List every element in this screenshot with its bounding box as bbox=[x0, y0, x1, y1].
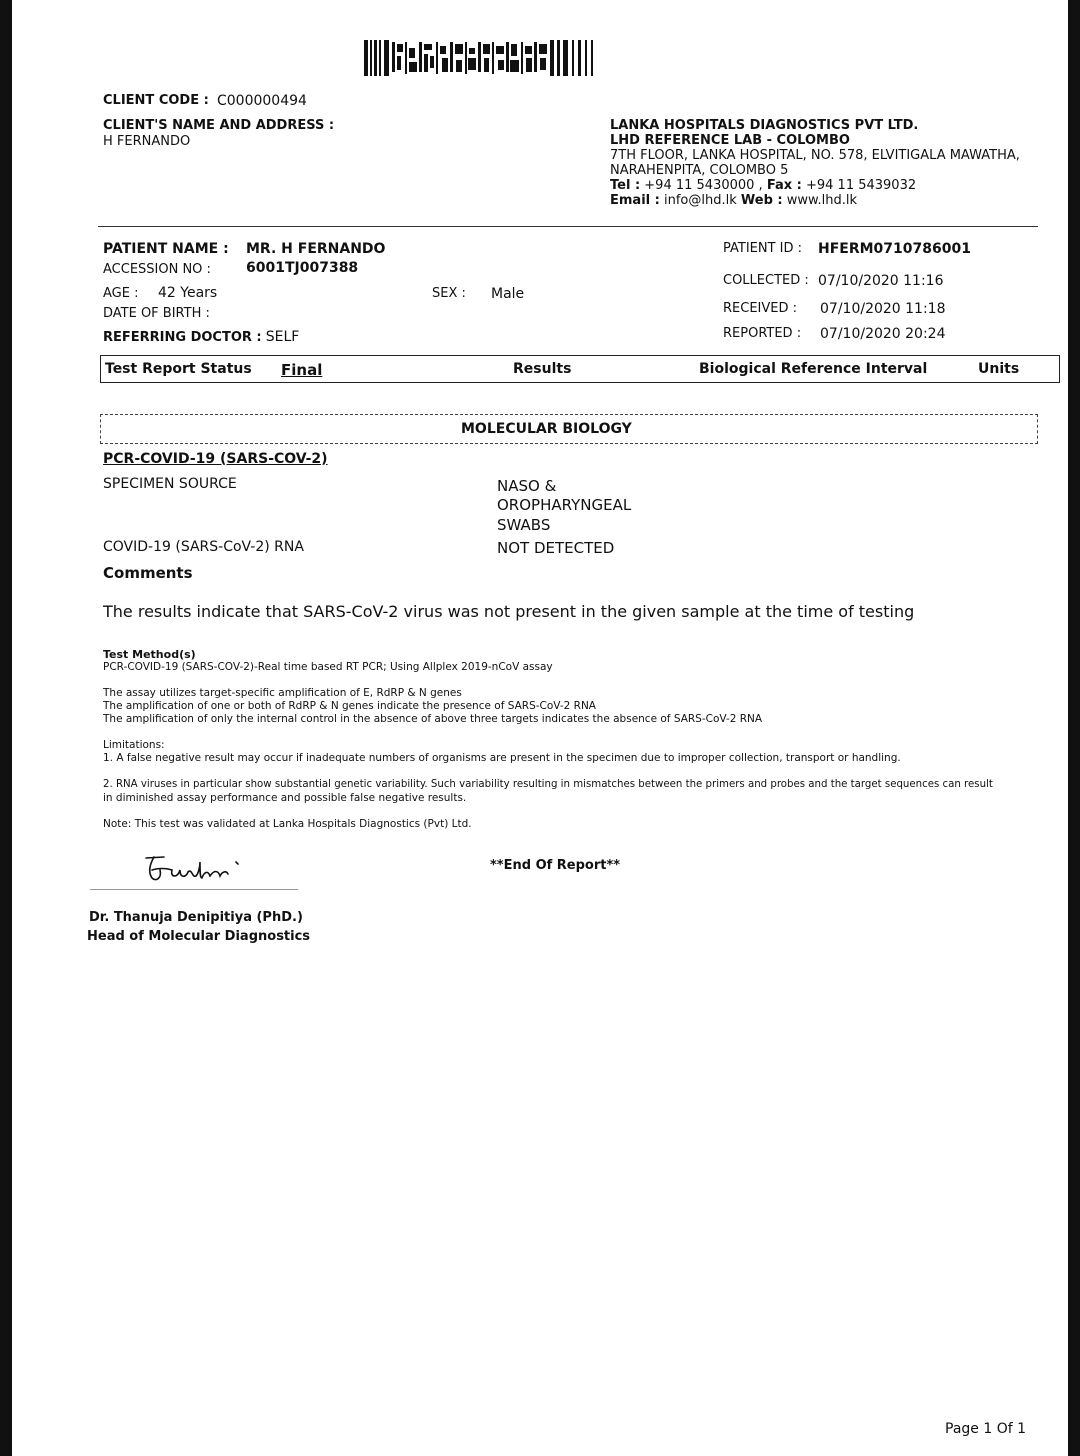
signature-icon bbox=[142, 848, 248, 888]
units-header: Units bbox=[978, 361, 1020, 377]
specimen-line-3: SWABS bbox=[497, 516, 551, 534]
web-value: www.lhd.lk bbox=[786, 193, 857, 208]
patient-id: HFERM0710786001 bbox=[818, 241, 971, 257]
patient-id-label: PATIENT ID : bbox=[723, 241, 803, 256]
test-title: PCR-COVID-19 (SARS-COV-2) bbox=[103, 451, 328, 467]
section-box bbox=[100, 414, 1038, 444]
assay-line-1: The assay utilizes target-specific amplification of E, RdRP & N genes bbox=[103, 687, 462, 699]
lab-address-2: NARAHENPITA, COLOMBO 5 bbox=[610, 163, 789, 178]
limitation-2a: 2. RNA viruses in particular show substantial genetic variability. Such variability resulting in mismatches between the primers and probes and the target sequences can result bbox=[103, 779, 993, 790]
specimen-line-1: NASO & bbox=[497, 477, 557, 495]
client-name-label: CLIENT'S NAME AND ADDRESS : bbox=[103, 118, 335, 133]
received-label: RECEIVED : bbox=[723, 301, 798, 316]
specimen-label: SPECIMEN SOURCE bbox=[103, 476, 237, 492]
email-label: Email : bbox=[610, 193, 660, 208]
status-label: Test Report Status bbox=[105, 361, 252, 377]
rna-label: COVID-19 (SARS-CoV-2) RNA bbox=[103, 539, 304, 555]
ref-value: SELF bbox=[265, 329, 300, 345]
accession-label: ACCESSION NO : bbox=[103, 262, 211, 277]
referring-doctor bbox=[103, 329, 299, 345]
patient-name: MR. H FERNANDO bbox=[246, 241, 386, 257]
collected-label: COLLECTED : bbox=[723, 273, 809, 288]
tel-value: +94 11 5430000 bbox=[644, 178, 755, 193]
header-divider bbox=[98, 226, 1038, 227]
limitations-label: Limitations: bbox=[103, 739, 165, 751]
status-value: Final bbox=[281, 361, 323, 379]
accession-number: 6001TJ007388 bbox=[246, 260, 359, 276]
reported-value: 07/10/2020 20:24 bbox=[820, 326, 946, 342]
specimen-line-2: OROPHARYNGEAL bbox=[497, 496, 632, 514]
client-code-label: CLIENT CODE : bbox=[103, 93, 209, 108]
client-name: H FERNANDO bbox=[103, 134, 191, 149]
page-number: Page 1 Of 1 bbox=[945, 1421, 1027, 1437]
interval-header: Biological Reference Interval bbox=[699, 361, 928, 377]
email-value: info@lhd.lk bbox=[663, 193, 737, 208]
comment-text: The results indicate that SARS-CoV-2 virus was not present in the given sample at the time of testing bbox=[103, 602, 915, 621]
age-label: AGE : bbox=[103, 286, 139, 301]
web-label: Web : bbox=[740, 193, 783, 208]
lab-address-1: 7TH FLOOR, LANKA HOSPITAL, NO. 578, ELVITIGALA MAWATHA, bbox=[610, 148, 1020, 163]
tel-label: Tel : bbox=[610, 178, 641, 193]
barcode-icon bbox=[364, 40, 600, 76]
assay-line-2: The amplification of one or both of RdRP & N genes indicate the presence of SARS-CoV-2 RNA bbox=[103, 700, 596, 712]
patient-name-label: PATIENT NAME : bbox=[103, 241, 229, 257]
received-value: 07/10/2020 11:18 bbox=[820, 301, 946, 317]
signer-title: Head of Molecular Diagnostics bbox=[87, 929, 311, 944]
limitation-2b: in diminished assay performance and possible false negative results. bbox=[103, 792, 467, 804]
reported-label: REPORTED : bbox=[723, 326, 802, 341]
validation-note: Note: This test was validated at Lanka Hospitals Diagnostics (Pvt) Ltd. bbox=[103, 818, 472, 830]
lab-web bbox=[610, 193, 857, 208]
ref-label: REFERRING DOCTOR : bbox=[103, 330, 262, 345]
lab-name: LANKA HOSPITALS DIAGNOSTICS PVT LTD. bbox=[610, 118, 919, 133]
signature-line bbox=[90, 889, 298, 890]
assay-line-3: The amplification of only the internal control in the absence of above three targets indicates the absence of SARS-CoV-2 RNA bbox=[103, 713, 763, 725]
method-line: PCR-COVID-19 (SARS-COV-2)-Real time based RT PCR; Using Allplex 2019-nCoV assay bbox=[103, 661, 553, 673]
dob-label: DATE OF BIRTH : bbox=[103, 306, 210, 321]
sex-label: SEX : bbox=[432, 286, 466, 301]
client-code: C000000494 bbox=[217, 93, 307, 109]
end-of-report: **End Of Report** bbox=[490, 858, 621, 873]
fax-label: Fax : bbox=[766, 178, 802, 193]
results-header: Results bbox=[513, 361, 572, 377]
comments-label: Comments bbox=[103, 564, 193, 582]
section-title: MOLECULAR BIOLOGY bbox=[461, 421, 632, 437]
limitation-1: 1. A false negative result may occur if inadequate numbers of organisms are present in the specimen due to improper collection, transport or handling. bbox=[103, 752, 901, 764]
lab-sub: LHD REFERENCE LAB - COLOMBO bbox=[610, 133, 850, 148]
age-value: 42 Years bbox=[158, 285, 218, 301]
fax-value: +94 11 5439032 bbox=[805, 178, 917, 193]
method-label: Test Method(s) bbox=[103, 648, 196, 661]
lab-contact: Tel : +94 11 5430000 , Fax : +94 11 5439032 bbox=[610, 178, 917, 193]
signer-name: Dr. Thanuja Denipitiya (PhD.) bbox=[89, 910, 303, 925]
report-page bbox=[12, 0, 1068, 1456]
rna-result: NOT DETECTED bbox=[497, 539, 615, 557]
collected-value: 07/10/2020 11:16 bbox=[818, 273, 944, 289]
sex-value: Male bbox=[491, 286, 525, 302]
table-header bbox=[100, 355, 1060, 383]
